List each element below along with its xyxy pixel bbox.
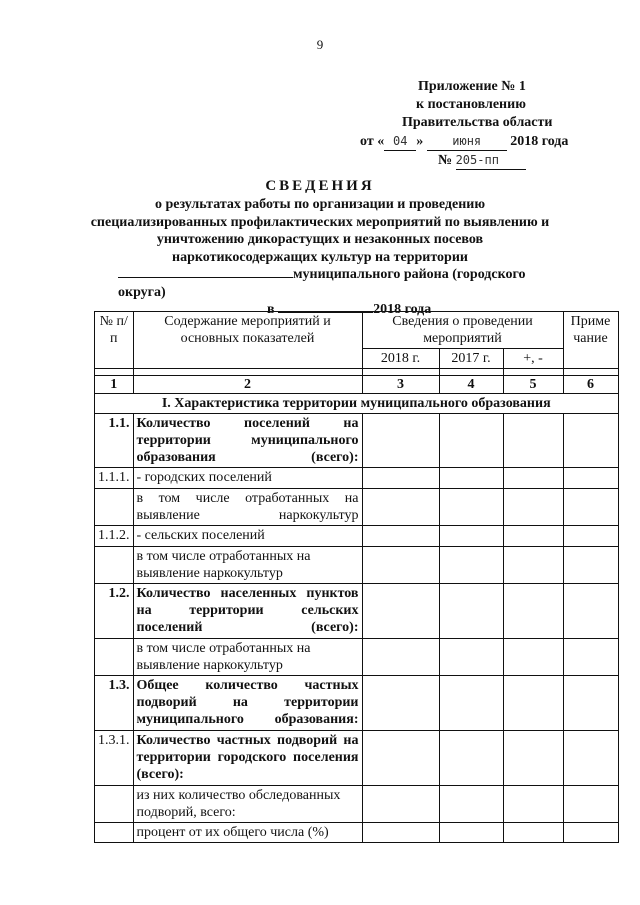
col-number: 4 [439, 376, 503, 394]
number-field: 205-пп [456, 151, 526, 170]
district-label: муниципального района (городского округа) [118, 267, 526, 300]
table-row [95, 414, 619, 468]
date-mid: » [416, 134, 424, 149]
header-note: Приме чание [563, 312, 618, 369]
row-index: 1.1.1. [95, 468, 134, 489]
row-index: 1.3. [95, 676, 134, 731]
row-text: - сельских поселений [133, 526, 362, 547]
row-text: из них количество обследованных подворий, всего: [133, 786, 362, 823]
subtitle-line-3: уничтожению дикорастущих и незаконных посевов [156, 232, 484, 247]
district-blank [118, 277, 293, 278]
header-info: Сведения о проведении мероприятий [362, 312, 563, 349]
number-prefix: № [438, 153, 453, 168]
table-row [95, 786, 619, 823]
subtitle-line-5 [70, 266, 570, 301]
row-text: в том числе отработанных на выявление наркокультур [133, 639, 362, 676]
date-month-field: июня [427, 132, 507, 151]
appendix-date-line [360, 132, 590, 151]
row-index: 1.1.2. [95, 526, 134, 547]
page-number: 9 [316, 37, 324, 52]
header-2017: 2017 г. [439, 349, 503, 369]
col-number: 2 [133, 376, 362, 394]
row-text: в том числе отработанных на выявление наркокультур [133, 489, 362, 526]
header-num: № п/п [95, 312, 134, 369]
subtitle-line-4: наркотикосодержащих культур на территории [172, 249, 468, 265]
appendix-title: Приложение № 1 [418, 79, 526, 94]
report-table [94, 311, 619, 843]
table-row [95, 489, 619, 526]
period-suffix: 2018 года [373, 302, 432, 317]
document-subtitle [70, 196, 570, 319]
spacer-row [95, 369, 619, 376]
row-index [95, 823, 134, 843]
header-content: Содержание мероприятий и основных показателей [133, 312, 362, 369]
table-row [95, 676, 619, 731]
row-text: Общее количество частных подворий на территории муниципального образования: [133, 676, 362, 731]
row-text: - городских поселений [133, 468, 362, 489]
row-index: 1.2. [95, 584, 134, 639]
row-index [95, 786, 134, 823]
row-index: 1.1. [95, 414, 134, 468]
col-number: 3 [362, 376, 439, 394]
row-index [95, 489, 134, 526]
col-number: 1 [95, 376, 134, 394]
appendix-number-line [360, 151, 590, 170]
table-row [95, 526, 619, 547]
row-text: в том числе отработанных на выявление наркокультур [133, 547, 362, 584]
row-text: процент от их общего числа (%) [133, 823, 362, 843]
period-prefix: в [267, 302, 275, 317]
subtitle-line-2: специализированных профилактических мероприятий по выявлению и [90, 214, 550, 230]
row-index [95, 639, 134, 676]
row-text: Количество поселений на территории муниципального образования (всего): [133, 414, 362, 468]
table-row [95, 731, 619, 786]
header-row-1 [95, 312, 619, 349]
header-diff: +, - [503, 349, 563, 369]
row-index [95, 547, 134, 584]
appendix-government: Правительства области [402, 115, 553, 130]
date-day-field: 04 [384, 132, 416, 151]
section-title: I. Характеристика территории муниципального образования [95, 394, 619, 414]
row-index: 1.3.1. [95, 731, 134, 786]
col-number: 6 [563, 376, 618, 394]
col-number: 5 [503, 376, 563, 394]
appendix-to-resolution: к постановлению [416, 97, 526, 112]
table-row [95, 584, 619, 639]
row-text: Количество населенных пунктов на территории сельских поселений (всего): [133, 584, 362, 639]
subtitle-line-1: о результатах работы по организации и проведению [154, 197, 486, 212]
table-row [95, 547, 619, 584]
column-numbers-row [95, 376, 619, 394]
table-row [95, 639, 619, 676]
document-title: СВЕДЕНИЯ [265, 178, 375, 194]
row-text: Количество частных подворий на территории городского поселения (всего): [133, 731, 362, 786]
table-row [95, 468, 619, 489]
section-row [95, 394, 619, 414]
date-prefix: от « [360, 134, 385, 149]
header-2018: 2018 г. [362, 349, 439, 369]
date-suffix: 2018 года [510, 134, 569, 149]
appendix-block [360, 78, 590, 170]
table-row [95, 823, 619, 843]
